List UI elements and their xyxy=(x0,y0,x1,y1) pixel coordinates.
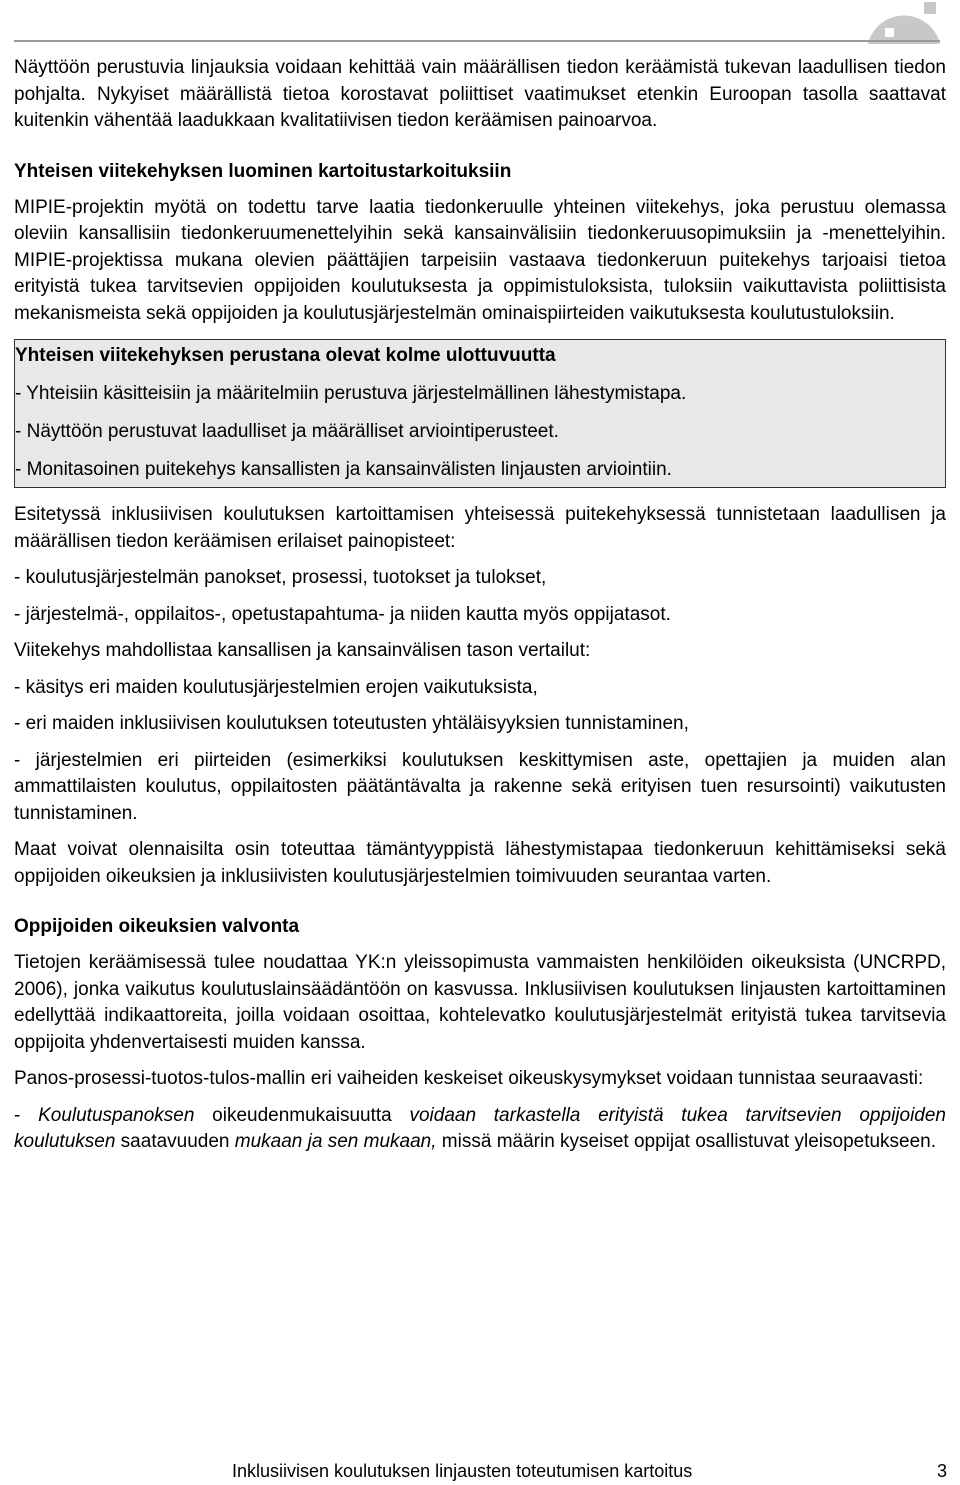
section-heading: Oppijoiden oikeuksien valvonta xyxy=(14,916,300,937)
emphasis-text: mukaan ja sen mukaan, xyxy=(234,1131,437,1152)
section-paragraph: Tietojen keräämisessä tulee noudattaa YK:n yleissopimusta vammaisten henkilöiden oikeuksista (UNCRPD, 2006), jonka vaikutus koulutuslainsäädäntöön on kasvussa. Inklusiivisen koulutuksen linjausten kartoittaminen edellyttää indikaattoreita, joilla voidaan osoittaa, kohtelevatko koulutusjärjestelmät erityistä tukea tarvitsevia oppijoita yhdenvertaisesti muiden kanssa. xyxy=(14,952,946,1053)
list-item xyxy=(14,1103,946,1156)
section-paragraph: MIPIE-projektin myötä on todettu tarve laatia tiedonkeruulle yhteinen viitekehys, joka perustuu olemassa oleviin kansallisiin tiedonkeruumenettelyihin sekä kansainvälisiin tiedonkeruusopimuksiin ja -menettelyihin. MIPIE-projektissa mukana olevien päättäjien tarpeisiin vastaava tiedonkeruun puitekehys tarjoaisi tietoa erityistä tukea tarvitsevien oppijoiden koulutuksesta ja oppimistuloksista, tuloksiin vaikuttavista poliittisista mekanismeista sekä oppijoiden ja koulutusjärjestelmän ominaispiirteiden vaikutuksesta koulutustuloksiin. xyxy=(14,196,946,324)
footer-title: Inklusiivisen koulutuksen linjausten toteutumisen kartoitus xyxy=(232,1461,693,1481)
emphasis-text: Koulutuspanoksen xyxy=(38,1104,195,1126)
body-paragraph: Viitekehys mahdollistaa kansallisen ja kansainvälisen tason vertailut: xyxy=(14,640,591,661)
section-heading: Yhteisen viitekehyksen luominen kartoitustarkoituksiin xyxy=(14,160,512,182)
list-item: - järjestelmien eri piirteiden (esimerkiksi koulutuksen keskittymisen aste, opettajien ja muiden alan ammattilaisten koulutus, oppilaitosten päätäntävalta ja rakenne sekä erityisen tuen resursointi) vaikutusten tunnistaminen. xyxy=(14,749,946,824)
box-item: - Näyttöön perustuvat laadulliset ja määrälliset arviointiperusteet. xyxy=(15,421,559,442)
header-rule xyxy=(14,40,940,42)
list-item: - koulutusjärjestelmän panokset, prosessi, tuotokset ja tulokset, xyxy=(14,567,547,588)
body-paragraph: Maat voivat olennaisilta osin toteuttaa tämäntyyppistä lähestymistapaa tiedonkeruun kehittämiseksi sekä oppijoiden oikeuksien ja inklusiivisten koulutusjärjestelmien toimivuuden seurantaa varten. xyxy=(14,839,946,887)
page-number: 3 xyxy=(937,1461,948,1481)
box-item: - Monitasoinen puitekehys kansallisten ja kansainvälisten linjausten arviointiin. xyxy=(15,459,672,480)
list-item: - eri maiden inklusiivisen koulutuksen toteutusten yhtäläisyyksien tunnistaminen, xyxy=(14,713,689,734)
page-content xyxy=(14,55,946,1156)
plain-text: missä määrin kyseiset oppijat osallistuvat yleisopetukseen. xyxy=(436,1131,937,1152)
section-paragraph: Panos-prosessi-tuotos-tulos-mallin eri vaiheiden keskeiset oikeuskysymykset voidaan tunnistaa seuraavasti: xyxy=(14,1068,924,1089)
box-heading: Yhteisen viitekehyksen perustana olevat kolme ulottuvuutta xyxy=(15,345,556,366)
dimensions-box xyxy=(14,339,946,488)
publisher-logo xyxy=(860,0,950,44)
plain-text: saatavuuden xyxy=(115,1131,235,1152)
list-dash: - xyxy=(14,1104,39,1126)
box-item: - Yhteisiin käsitteisiin ja määritelmiin perustuva järjestelmällinen lähestymistapa. xyxy=(15,383,687,404)
list-item: - käsitys eri maiden koulutusjärjestelmien erojen vaikutuksista, xyxy=(14,676,538,698)
emphasis-text: voidaan tarkastella erityistä tukea tarvitsevien oppijoiden koulutuksen xyxy=(14,1104,946,1152)
list-item: - järjestelmä-, oppilaitos-, opetustapahtuma- ja niiden kautta myös oppijatasot. xyxy=(14,603,671,625)
intro-paragraph: Näyttöön perustuvia linjauksia voidaan kehittää vain määrällisen tiedon keräämistä tukevan laadullisen tiedon pohjalta. Nykyiset määrällistä tietoa korostavat poliittiset vaatimukset etenkin Euroopan tasolla saattavat kuitenkin vähentää laadukkaan kvalitatiivisen tiedon keräämisen painoarvoa. xyxy=(14,57,946,131)
body-paragraph: Esitetyssä inklusiivisen koulutuksen kartoittamisen yhteisessä puitekehyksessä tunnistetaan laadullisen ja määrällisen tiedon keräämisen erilaiset painopisteet: xyxy=(14,504,946,552)
plain-text: oikeudenmukaisuutta xyxy=(194,1104,410,1126)
